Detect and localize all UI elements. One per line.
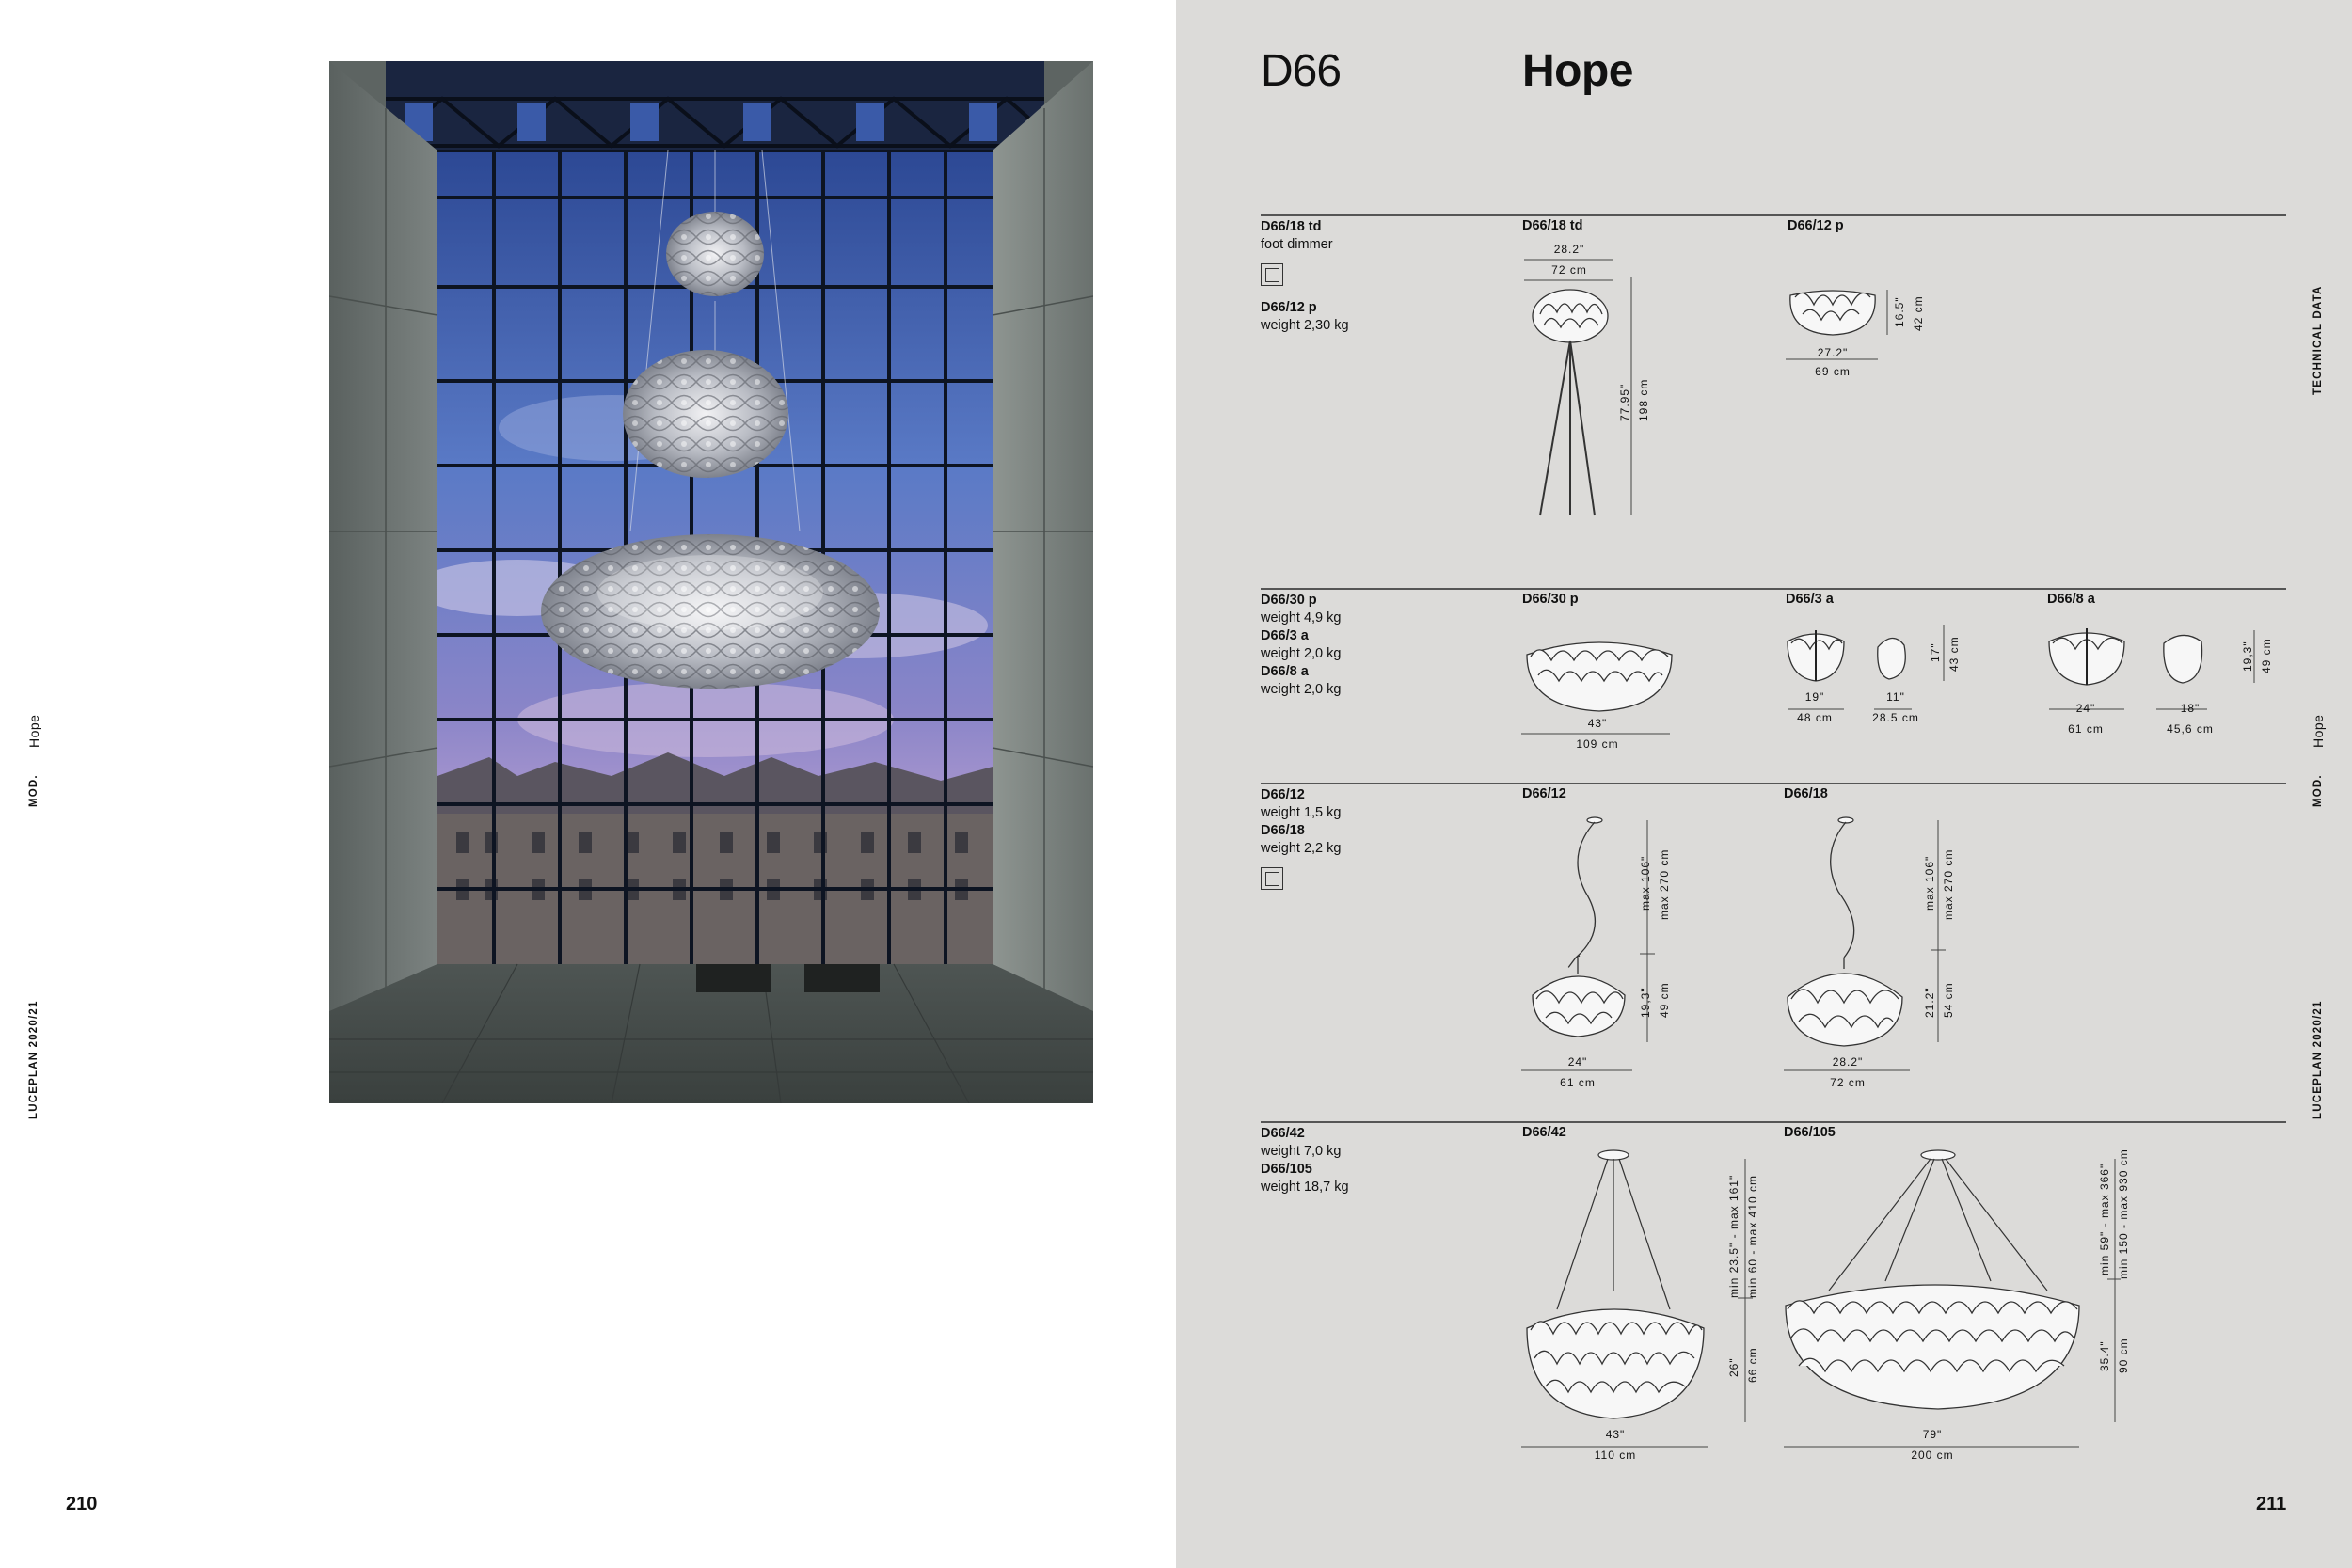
info-detail: weight 7,0 kg bbox=[1261, 1144, 1342, 1159]
dim-width-cm: 72 cm bbox=[1551, 263, 1587, 277]
dim-height-in: 19,3" bbox=[2241, 641, 2254, 672]
row3-info bbox=[1261, 786, 1341, 903]
model-label: D66/18 td bbox=[1522, 218, 1583, 233]
info-detail: weight 1,5 kg bbox=[1261, 805, 1342, 820]
info-detail: foot dimmer bbox=[1261, 237, 1333, 252]
dim-width-cm: 110 cm bbox=[1594, 1449, 1637, 1462]
info-model: D66/12 p bbox=[1261, 300, 1317, 315]
row1-info bbox=[1261, 218, 1349, 335]
dim-depth-in: 11" bbox=[1886, 690, 1905, 704]
dim-width-in: 19" bbox=[1804, 690, 1825, 704]
dim-width-in: 24" bbox=[2075, 702, 2096, 715]
model-label: D66/105 bbox=[1784, 1125, 1836, 1140]
left-side-name: Hope bbox=[26, 714, 41, 748]
right-side-catalog: LUCEPLAN 2020/21 bbox=[2312, 1000, 2324, 1119]
product-name: Hope bbox=[1522, 46, 1633, 96]
right-side-tech: TECHNICAL DATA bbox=[2312, 285, 2324, 395]
dim-height-in: 16.5" bbox=[1893, 296, 1906, 327]
dim-cable-in: max 106" bbox=[1639, 855, 1652, 911]
dim-height-in: 19,3" bbox=[1639, 987, 1652, 1018]
info-detail: weight 2,0 kg bbox=[1261, 646, 1342, 661]
dim-width-cm: 48 cm bbox=[1797, 711, 1833, 724]
dim-width-in: 28.2" bbox=[1832, 1055, 1864, 1069]
pendant-105-drawing bbox=[1782, 1149, 2121, 1450]
dim-height-cm: 43 cm bbox=[1947, 636, 1961, 672]
dim-height-in: 17" bbox=[1929, 642, 1942, 662]
product-code: D66 bbox=[1261, 46, 1342, 96]
left-side-mod: MOD. bbox=[28, 774, 40, 807]
floor-lamp-drawing bbox=[1519, 258, 1632, 521]
dim-width-in: 27.2" bbox=[1817, 346, 1849, 359]
row-divider bbox=[1261, 588, 2286, 590]
dim-height-cm: 49 cm bbox=[1658, 982, 1671, 1018]
model-label: D66/42 bbox=[1522, 1125, 1566, 1140]
model-label: D66/8 a bbox=[2047, 592, 2095, 607]
dim-height-in: 26" bbox=[1727, 1357, 1740, 1377]
dim-width-in: 28.2" bbox=[1553, 243, 1585, 256]
pendant-42-drawing bbox=[1519, 1149, 1755, 1450]
dim-depth-cm: 45,6 cm bbox=[2167, 722, 2214, 736]
row2-info bbox=[1261, 592, 1341, 699]
dim-height-cm: 66 cm bbox=[1746, 1347, 1759, 1383]
dimmer-icon bbox=[1261, 263, 1283, 286]
left-page-number: 210 bbox=[66, 1494, 98, 1514]
row4-info bbox=[1261, 1125, 1349, 1196]
dim-width-cm: 69 cm bbox=[1815, 365, 1851, 378]
dimmer-icon bbox=[1261, 867, 1283, 890]
dim-width-in: 43" bbox=[1605, 1428, 1626, 1441]
dim-width-cm: 109 cm bbox=[1576, 737, 1619, 751]
dim-height-cm: 49 cm bbox=[2260, 638, 2273, 673]
right-side-mod: MOD. bbox=[2312, 774, 2324, 807]
dim-height-cm: 198 cm bbox=[1637, 378, 1650, 421]
dim-depth-cm: 28.5 cm bbox=[1872, 711, 1919, 724]
info-detail: weight 2,2 kg bbox=[1261, 841, 1342, 856]
info-model: D66/42 bbox=[1261, 1126, 1305, 1141]
dim-width-cm: 200 cm bbox=[1911, 1449, 1954, 1462]
row-divider bbox=[1261, 1121, 2286, 1123]
dim-width-cm: 61 cm bbox=[1560, 1076, 1596, 1089]
info-model: D66/105 bbox=[1261, 1162, 1312, 1177]
right-page bbox=[1176, 0, 2352, 1568]
info-model: D66/12 bbox=[1261, 787, 1305, 802]
dim-height-cm: 42 cm bbox=[1912, 295, 1925, 331]
dim-cable-cm: max 270 cm bbox=[1942, 848, 1955, 920]
dim-width-in: 79" bbox=[1922, 1428, 1943, 1441]
dim-width-in: 43" bbox=[1587, 717, 1608, 730]
dim-cable-cm: max 270 cm bbox=[1658, 848, 1671, 920]
dim-height-cm: 90 cm bbox=[2117, 1338, 2130, 1373]
dim-height-in: 35.4" bbox=[2098, 1340, 2111, 1371]
info-model: D66/3 a bbox=[1261, 628, 1309, 643]
dim-width-in: 24" bbox=[1567, 1055, 1588, 1069]
dim-cable-in: max 106" bbox=[1923, 855, 1936, 911]
dim-depth-in: 18" bbox=[2180, 702, 2201, 715]
info-detail: weight 4,9 kg bbox=[1261, 610, 1342, 626]
left-side-catalog: LUCEPLAN 2020/21 bbox=[28, 1000, 40, 1119]
dim-width-cm: 72 cm bbox=[1830, 1076, 1866, 1089]
right-page-number: 211 bbox=[2256, 1494, 2287, 1514]
model-label: D66/18 bbox=[1784, 786, 1828, 801]
dim-width-cm: 61 cm bbox=[2068, 722, 2104, 736]
model-label: D66/30 p bbox=[1522, 592, 1579, 607]
dim-cable-in: min 59" - max 366" bbox=[2098, 1163, 2111, 1275]
info-model: D66/18 bbox=[1261, 823, 1305, 838]
wall-lamps-8a-drawing bbox=[2045, 621, 2262, 715]
dim-height-in: 21.2" bbox=[1923, 987, 1936, 1018]
chandelier-photo bbox=[329, 61, 1093, 1103]
info-detail: weight 2,30 kg bbox=[1261, 318, 1349, 333]
info-model: D66/30 p bbox=[1261, 593, 1317, 608]
model-label: D66/3 a bbox=[1786, 592, 1834, 607]
info-detail: weight 2,0 kg bbox=[1261, 682, 1342, 697]
dim-cable-in: min 23.5" - max 161" bbox=[1727, 1174, 1740, 1298]
info-model: D66/18 td bbox=[1261, 219, 1322, 234]
model-label: D66/12 p bbox=[1788, 218, 1844, 233]
dim-cable-cm: min 60 - max 410 cm bbox=[1746, 1174, 1759, 1298]
right-side-name: Hope bbox=[2311, 714, 2326, 748]
dim-cable-cm: min 150 - max 930 cm bbox=[2117, 1148, 2130, 1279]
info-model: D66/8 a bbox=[1261, 664, 1309, 679]
row-divider bbox=[1261, 214, 2286, 216]
dim-height-in: 77.95" bbox=[1618, 383, 1631, 421]
row-divider bbox=[1261, 783, 2286, 784]
info-detail: weight 18,7 kg bbox=[1261, 1180, 1349, 1195]
model-label: D66/12 bbox=[1522, 786, 1566, 801]
dim-height-cm: 54 cm bbox=[1942, 982, 1955, 1018]
